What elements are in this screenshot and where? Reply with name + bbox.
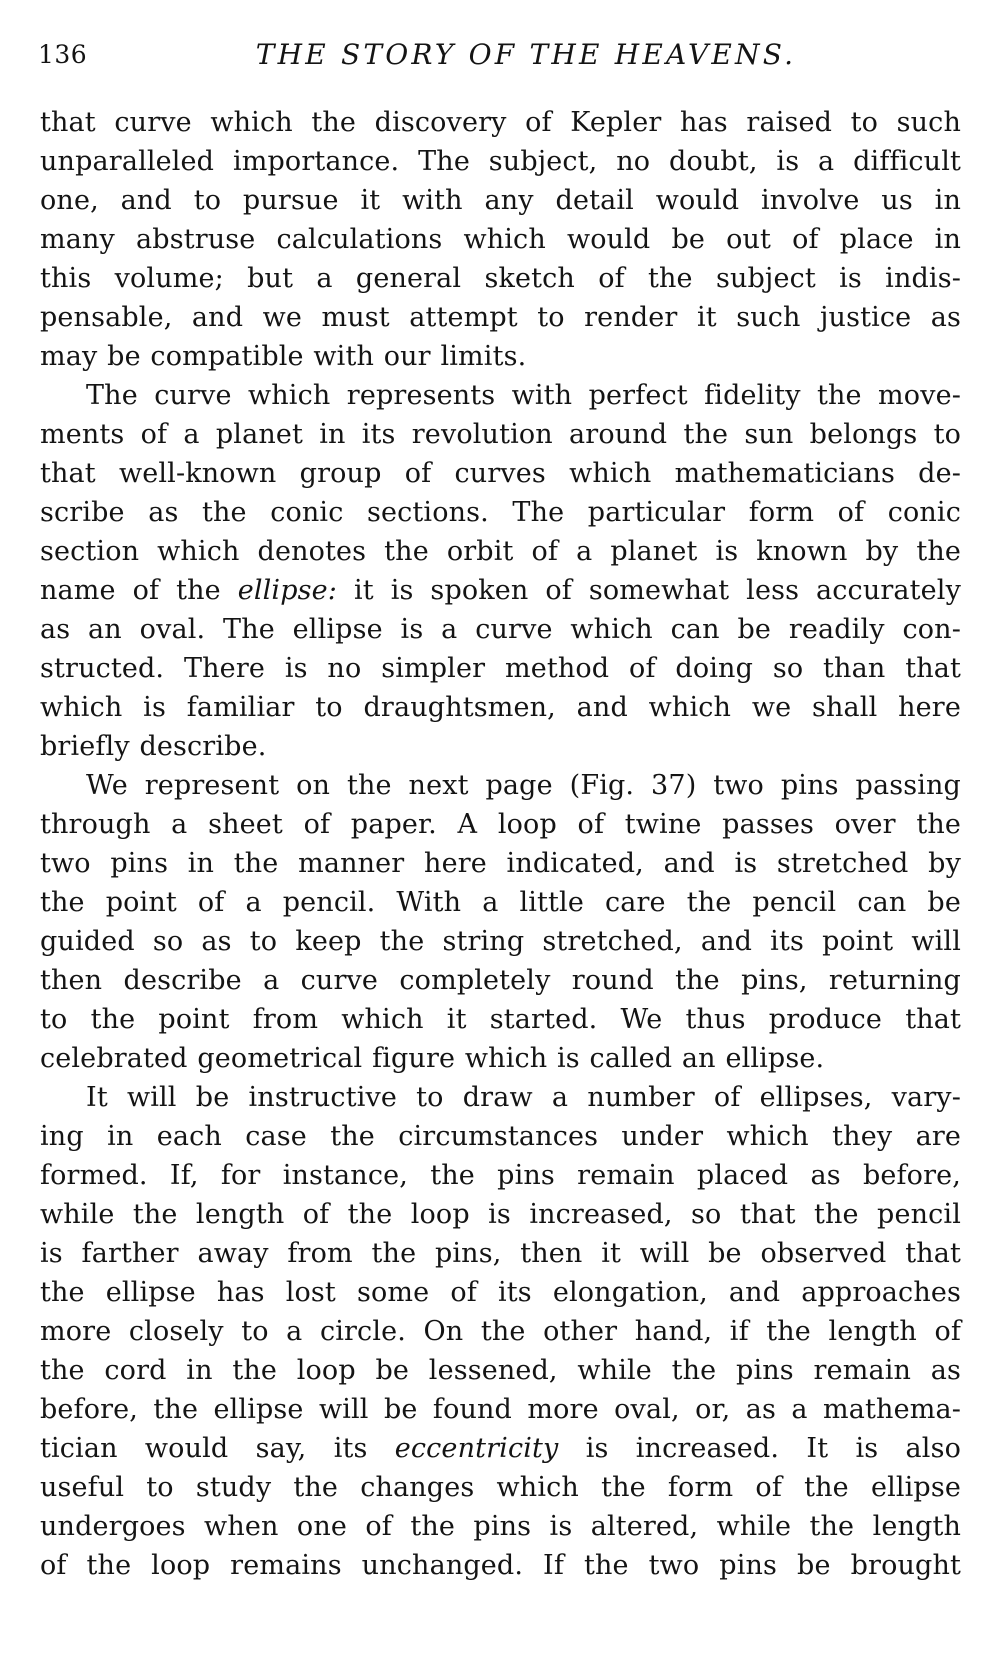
line-text-after: is increased. It is also: [558, 1433, 961, 1464]
paragraph: [40, 766, 961, 1078]
text-line: ing in each case the circumstances under which they are: [40, 1121, 961, 1152]
text-line: section which denotes the orbit of a planet is known by the: [40, 536, 961, 567]
paragraph: [40, 103, 961, 376]
page-number: 136: [38, 40, 88, 69]
text-line: of the loop remains unchanged. If the two pins be brought: [40, 1550, 961, 1581]
italic-term-ellipse: ellipse:: [237, 575, 338, 606]
text-line: that curve which the discovery of Kepler has raised to such: [40, 107, 961, 138]
text-line: then describe a curve completely round the pins, returning: [40, 965, 961, 996]
text-line: to the point from which it started. We thus produce that: [40, 1004, 961, 1035]
text-line: this volume; but a general sketch of the subject is indis-: [40, 263, 961, 294]
text-line: may be compatible with our limits.: [40, 341, 527, 372]
text-line: It will be instructive to draw a number of ellipses, vary-: [86, 1082, 961, 1113]
text-line: celebrated geometrical figure which is called an ellipse.: [40, 1043, 825, 1074]
running-title: THE STORY OF THE HEAVENS.: [255, 38, 797, 71]
text-line: the cord in the loop be lessened, while the pins remain as: [40, 1355, 961, 1386]
text-line: is farther away from the pins, then it will be observed that: [40, 1238, 961, 1269]
text-line: two pins in the manner here indicated, and is stretched by: [40, 848, 961, 879]
text-line: which is familiar to draughtsmen, and which we shall here: [40, 692, 961, 723]
page-header: [38, 34, 960, 76]
text-line: guided so as to keep the string stretched, and its point will: [40, 926, 961, 957]
body-text: [40, 103, 961, 1585]
text-line-with-italic: [40, 1429, 961, 1468]
text-line: pensable, and we must attempt to render it such justice as: [40, 302, 961, 333]
text-line: useful to study the changes which the form of the ellipse: [40, 1472, 961, 1503]
text-line: many abstruse calculations which would be out of place in: [40, 224, 961, 255]
line-text-before: name of the: [40, 575, 238, 606]
text-line: briefly describe.: [40, 731, 267, 762]
text-line: through a sheet of paper. A loop of twine passes over the: [40, 809, 961, 840]
text-line: structed. There is no simpler method of doing so than that: [40, 653, 961, 684]
text-line: while the length of the loop is increased, so that the pencil: [40, 1199, 961, 1230]
text-line: scribe as the conic sections. The particular form of conic: [40, 497, 961, 528]
text-line: The curve which represents with perfect fidelity the move-: [86, 380, 961, 411]
text-line: ments of a planet in its revolution around the sun belongs to: [40, 419, 961, 450]
text-line: more closely to a circle. On the other hand, if the length of: [40, 1316, 961, 1347]
paragraph: [40, 376, 961, 766]
text-line: the ellipse has lost some of its elongation, and approaches: [40, 1277, 961, 1308]
text-line: formed. If, for instance, the pins remain placed as before,: [40, 1160, 961, 1191]
text-line: one, and to pursue it with any detail would involve us in: [40, 185, 961, 216]
line-text-after: it is spoken of somewhat less accurately: [337, 575, 961, 606]
text-line: before, the ellipse will be found more oval, or, as a mathema-: [40, 1394, 961, 1425]
text-line: as an oval. The ellipse is a curve which can be readily con-: [40, 614, 961, 645]
line-text-before: tician would say, its: [40, 1433, 395, 1464]
paragraph: [40, 1078, 961, 1585]
text-line: We represent on the next page (Fig. 37) two pins passing: [86, 770, 961, 801]
text-line: undergoes when one of the pins is altered, while the length: [40, 1511, 961, 1542]
text-line: that well-known group of curves which mathematicians de-: [40, 458, 961, 489]
italic-term-eccentricity: eccentricity: [394, 1433, 559, 1464]
text-line: the point of a pencil. With a little care the pencil can be: [40, 887, 961, 918]
text-line: unparalleled importance. The subject, no doubt, is a difficult: [40, 146, 961, 177]
text-line-with-italic: [40, 571, 961, 610]
